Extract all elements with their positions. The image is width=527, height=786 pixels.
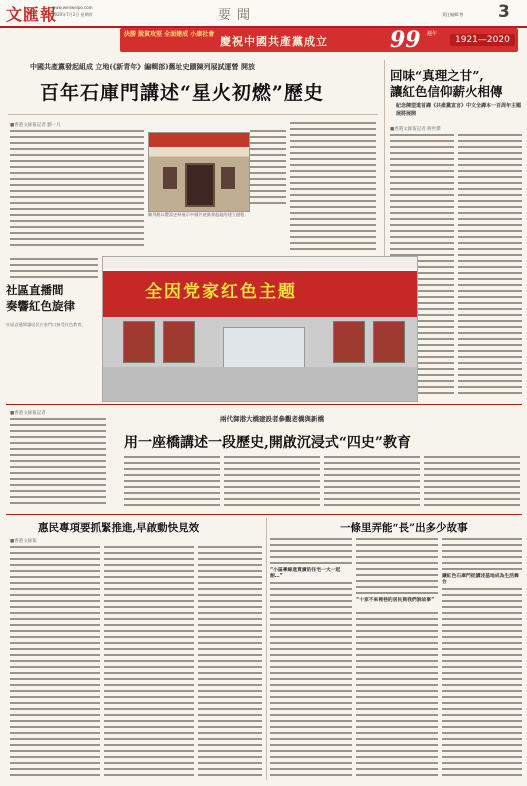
sidebar-title-line2: 奏響紅色旋律 [6, 299, 75, 313]
window [221, 167, 235, 189]
story5-body-col3b [442, 588, 522, 780]
banner-years: 1921—2020 [450, 34, 515, 46]
door [185, 163, 215, 207]
section-divider [6, 404, 522, 405]
exhibition-hall-photo [102, 256, 418, 402]
story3-byline: ■香港文匯報記者 [10, 411, 46, 416]
poster [333, 321, 365, 363]
story5-body-col1b [270, 582, 352, 780]
site-url: www.wenweipo.com [52, 5, 93, 10]
banner-slogan: 決勝 脫貧攻堅 全面建成 小康社會 [124, 31, 215, 38]
newspaper-logo: 文匯報 [6, 5, 58, 24]
story2-body-col2 [458, 134, 522, 396]
story5-body-col2b [356, 612, 438, 780]
story1-photo-caption-vertical [250, 130, 286, 208]
banner-anniversary-suffix: 週年 [427, 31, 438, 37]
story4-body-col3 [198, 546, 262, 780]
story2-subhead: 紀念陳望道首譯《共產黨宣言》中文全譯本一百周年主題展將展開 [396, 103, 522, 117]
display-case [223, 327, 305, 369]
sidebar-caption: 社區直播間讓居民在家門口接受紅色教育。 [6, 322, 86, 327]
masthead [0, 0, 527, 28]
story3-headline: 用一座橋講述一段歷史,開啟沉浸式“四史”教育 [124, 435, 411, 451]
story1-photo-caption: 陳列館以豐富史料展示中國共產黨發起組的建立歷程。 [148, 212, 249, 217]
column-rule [266, 518, 267, 780]
poster [373, 321, 405, 363]
sidebar-title-line1: 社區直播間 [6, 283, 64, 297]
story2-headline-line1: 回味“真理之甘”, [390, 68, 484, 83]
poster [123, 321, 155, 363]
story1-body-col1 [10, 130, 144, 250]
banner-anniversary-number: 99 [390, 27, 421, 53]
story1-byline: ■香港文匯報記者 劉一凡 [10, 123, 61, 128]
story4-byline: ■香港文匯報 [10, 539, 37, 544]
story5-body-col2a [356, 538, 438, 596]
section-divider [6, 514, 522, 515]
editor-credit: 責任編輯:曾 [442, 12, 464, 17]
story5-body-col3a [442, 538, 522, 572]
red-banner-wall: 全因党家红色主题 [103, 271, 417, 317]
story2-byline: ■香港文匯報記者 蔣世傑 [390, 127, 441, 132]
anniversary-banner [120, 28, 518, 52]
story1-headline: 百年石庫門講述“星火初燃”歷史 [40, 82, 324, 104]
story1-kicker: 中國共產黨發起組成 立地(《新青年》編輯部)舊址史蹟陳列展試運營 開放 [30, 62, 255, 71]
story4-headline: 惠民專項要抓緊推進,早啟動快見效 [38, 522, 200, 534]
story3-body-col2 [124, 456, 220, 508]
story3-body-col4 [324, 456, 420, 508]
story5-subhead3: 讓紅色石庫門從講述基地成為生活舞台 [442, 574, 519, 585]
poster [163, 321, 195, 363]
story2-headline-line2: 讓紅色信仰薪火相傳 [390, 84, 503, 99]
floor [103, 367, 417, 401]
story1-photo [148, 132, 250, 212]
story3-body-col3 [224, 456, 320, 508]
banner-main-text: 慶祝中國共產黨成立 [220, 35, 328, 48]
rule [8, 114, 378, 115]
window [163, 167, 177, 189]
story3-body-col1 [10, 418, 106, 506]
story4-body-col1 [10, 546, 100, 780]
story5-headline: 一條里弄能“長”出多少故事 [340, 522, 468, 534]
section-title: 要聞 [218, 8, 257, 23]
page-number: 3 [498, 2, 510, 22]
story1-body-col3 [290, 122, 376, 252]
story5-subhead1: “小區專線進寬廣的住宅一大一起創…” [270, 568, 341, 579]
story5-subhead2: “十家不來裡巷的居民與我們說故事” [356, 598, 435, 603]
story3-kicker: 兩代御港大橋建設者參觀老橋與新橋 [220, 415, 324, 423]
story1-body-col1-cont [10, 258, 98, 278]
story4-body-col2 [104, 546, 194, 780]
story5-body-col1a [270, 538, 352, 566]
issue-date: 2020年7月2日 星期四 [52, 12, 93, 17]
story3-body-col5 [424, 456, 520, 508]
